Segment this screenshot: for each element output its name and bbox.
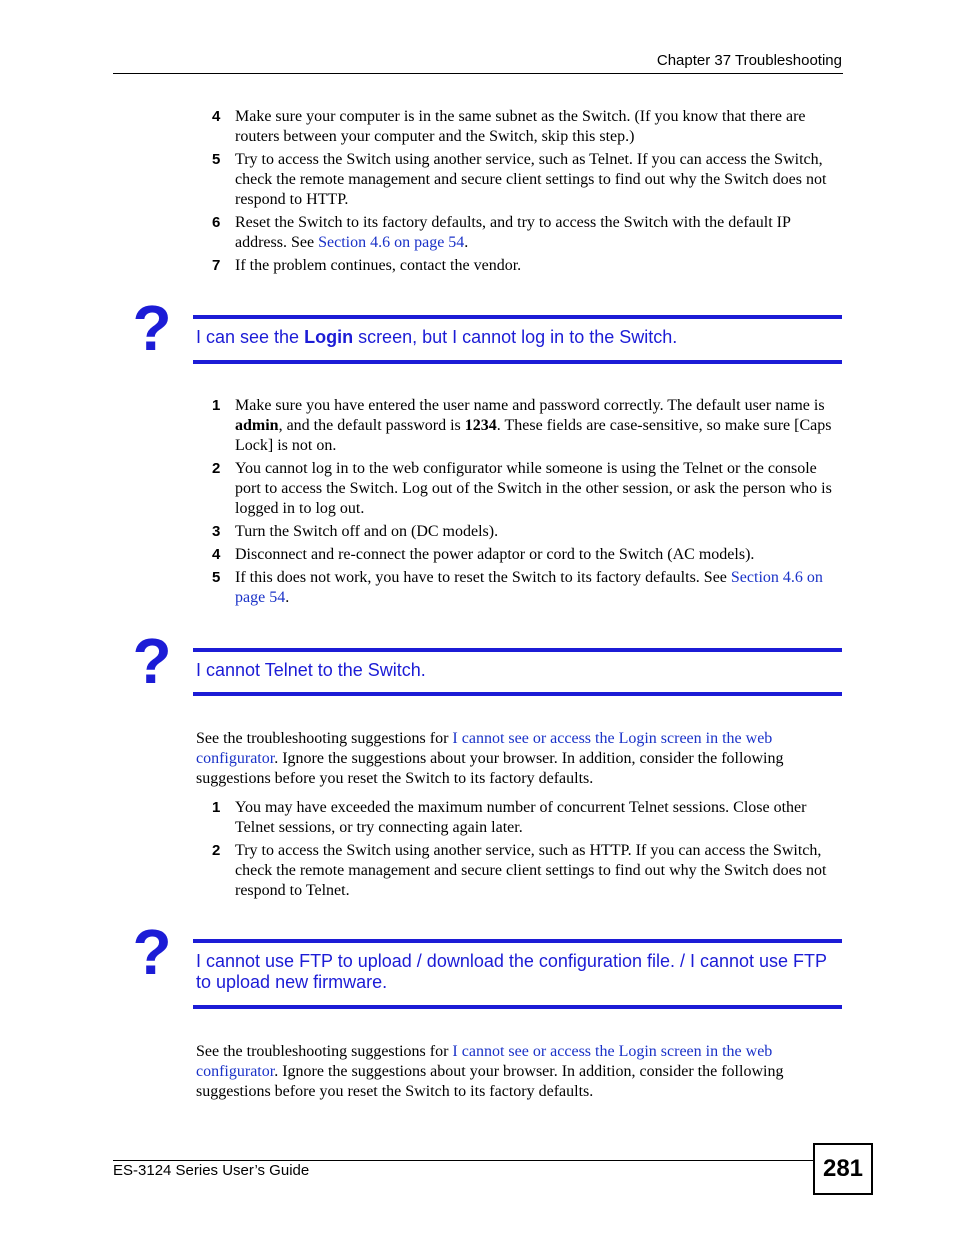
- list-item: [196, 256, 841, 276]
- login-bold: Login: [304, 327, 354, 347]
- section-link[interactable]: Section 4.6 on page 54: [318, 234, 465, 251]
- default-user: admin: [235, 417, 279, 434]
- login-screen-link[interactable]: I cannot see or access the Login screen in the web configurator: [196, 730, 773, 767]
- guide-title: ES-3124 Series User’s Guide: [113, 1162, 310, 1179]
- question-top-bar: [193, 648, 842, 652]
- list-item: [196, 841, 841, 901]
- question-bottom-bar: [193, 360, 842, 364]
- steps-list-top: [196, 107, 841, 279]
- step-number: 5: [212, 569, 221, 586]
- question-mark-icon: ?: [132, 916, 172, 988]
- question-bottom-bar: [193, 692, 842, 696]
- step-number: 6: [212, 214, 221, 231]
- list-item: [196, 107, 841, 147]
- step-number: 7: [212, 257, 221, 274]
- list-item: 5 If this does not work, you have to reset the Switch to its factory defaults. See Section 4.6 on page 54.: [212, 569, 823, 606]
- step-number: 1: [212, 799, 221, 816]
- step-number: 2: [212, 460, 221, 477]
- list-item: [196, 545, 841, 565]
- list-item: [196, 213, 841, 253]
- step-text: Try to access the Switch using another service, such as HTTP. If you can access the Switch, check the remote management and secure client settings to find out why the Switch does not respond to Telnet.: [235, 842, 827, 899]
- step-number: 4: [212, 546, 221, 563]
- login-steps-list: [196, 396, 841, 611]
- step-number: 5: [212, 151, 221, 168]
- question-title: I cannot use FTP to upload / download the configuration file. / I cannot use FTP to upload new firmware.: [196, 951, 827, 992]
- step-number: 2: [212, 842, 221, 859]
- list-item: [196, 798, 841, 838]
- step-text: Make sure your computer is in the same subnet as the Switch. (If you know that there are routers between your computer and the Switch, skip this step.): [235, 108, 806, 145]
- question-title: I cannot Telnet to the Switch.: [196, 660, 426, 680]
- ftp-intro: See the troubleshooting suggestions for I cannot see or access the Login screen in the web configurator. Ignore the suggestions about your browser. In addition, consider the following suggestions before you reset the Switch to its factory defaults.: [196, 1043, 784, 1100]
- header-rule: [113, 73, 843, 74]
- step-text: If the problem continues, contact the vendor.: [235, 257, 522, 274]
- step-number: 3: [212, 523, 221, 540]
- step-text: Try to access the Switch using another service, such as Telnet. If you can access the Switch, check the remote management and secure client settings to find out why the Switch does not respond to HTTP.: [235, 151, 827, 208]
- page-number: 281: [813, 1143, 873, 1195]
- question-title: I can see the Login screen, but I cannot log in to the Switch.: [196, 327, 678, 347]
- step-text: You may have exceeded the maximum number of concurrent Telnet sessions. Close other Telnet sessions, or try connecting again later.: [235, 799, 807, 836]
- section-link[interactable]: Section 4.6 on page 54: [235, 569, 823, 606]
- question-bottom-bar: [193, 1005, 842, 1009]
- list-item: [196, 459, 841, 519]
- step-text: Reset the Switch to its factory defaults, and try to access the Switch with the default IP address. See: [235, 214, 791, 251]
- list-item: [196, 522, 841, 542]
- list-item: 1 Make sure you have entered the user name and password correctly. The default user name is admin, and the default password is 1234. These fields are case-sensitive, so make sure [Caps Lock] is not on.: [212, 397, 832, 454]
- question-mark-icon: ?: [132, 292, 172, 364]
- question-top-bar: [193, 315, 842, 319]
- step-number: 1: [212, 397, 221, 414]
- footer-rule: [113, 1160, 813, 1161]
- step-text: Disconnect and re-connect the power adaptor or cord to the Switch (AC models).: [235, 546, 755, 563]
- question-mark-icon: ?: [132, 625, 172, 697]
- list-item: [196, 150, 841, 210]
- telnet-intro: See the troubleshooting suggestions for I cannot see or access the Login screen in the web configurator. Ignore the suggestions about your browser. In addition, consider the following suggestions before you reset the Switch to its factory defaults.: [196, 730, 784, 787]
- step-text: If this does not work, you have to reset the Switch to its factory defaults. See: [235, 569, 731, 586]
- step-number: 4: [212, 108, 221, 125]
- step-text-end: .: [464, 234, 469, 251]
- question-top-bar: [193, 939, 842, 943]
- step-text: You cannot log in to the web configurator while someone is using the Telnet or the console port to access the Switch. Log out of the Switch in the other session, or ask the person who is logged in to log out.: [235, 460, 832, 517]
- chapter-header: Chapter 37 Troubleshooting: [656, 52, 842, 69]
- telnet-steps-list: [196, 798, 841, 904]
- default-password: 1234: [464, 417, 497, 434]
- step-text: Turn the Switch off and on (DC models).: [235, 523, 499, 540]
- login-screen-link[interactable]: I cannot see or access the Login screen in the web configurator: [196, 1043, 773, 1080]
